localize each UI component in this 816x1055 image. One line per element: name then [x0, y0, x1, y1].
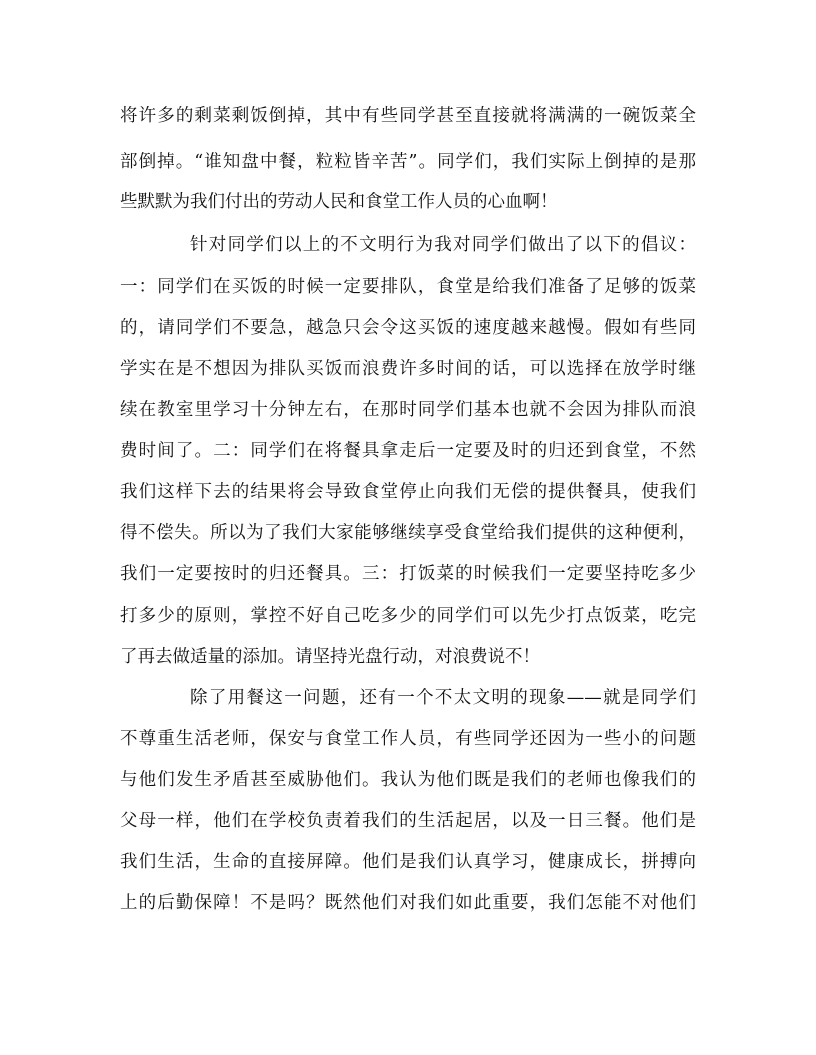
text-line: 了再去做适量的添加。请坚持光盘行动，对浪费说不！: [120, 647, 540, 667]
text-line: 费时间了。二：同学们在将餐具拿走后一定要及时的归还到食堂，不然: [120, 441, 696, 461]
text-line: 我们一定要按时的归还餐具。三：打饭菜的时候我们一定要坚持吃多少: [120, 564, 696, 584]
text-line: 父母一样，他们在学校负责着我们的生活起居，以及一日三餐。他们是: [120, 811, 696, 831]
text-line: 部倒掉。“谁知盘中餐，粒粒皆辛苦”。同学们，我们实际上倒掉的是那: [120, 152, 696, 172]
text-line: 的，请同学们不要急，越急只会令这买饭的速度越来越慢。假如有些同: [120, 318, 696, 338]
paragraph-start-line: 除了用餐这一问题，还有一个不太文明的现象——就是同学们: [190, 688, 696, 708]
paragraph-start-line: 针对同学们以上的不文明行为我对同学们做出了以下的倡议：: [190, 235, 696, 255]
text-line: 续在教室里学习十分钟左右，在那时同学们基本也就不会因为排队而浪: [120, 400, 696, 420]
text-line: 将许多的剩菜剩饭倒掉，其中有些同学甚至直接就将满满的一碗饭菜全: [120, 106, 696, 126]
text-line: 我们生活，生命的直接屏障。他们是我们认真学习，健康成长，拼搏向: [120, 852, 696, 872]
text-line: 打多少的原则，掌控不好自己吃多少的同学们可以先少打点饭菜，吃完: [120, 606, 696, 626]
text-line: 不尊重生活老师，保安与食堂工作人员，有些同学还因为一些小的问题: [120, 729, 696, 749]
text-line: 我们这样下去的结果将会导致食堂停止向我们无偿的提供餐具，使我们: [120, 482, 696, 502]
text-line: 一：同学们在买饭的时候一定要排队，食堂是给我们准备了足够的饭菜: [120, 277, 696, 297]
text-line: 学实在是不想因为排队买饭而浪费许多时间的话，可以选择在放学时继: [120, 359, 696, 379]
text-line: 得不偿失。所以为了我们大家能够继续享受食堂给我们提供的这种便利，: [120, 523, 696, 543]
text-line: 些默默为我们付出的劳动人民和食堂工作人员的心血啊！: [120, 192, 558, 212]
text-line: 与他们发生矛盾甚至威胁他们。我认为他们既是我们的老师也像我们的: [120, 770, 696, 790]
text-line: 上的后勤保障！不是吗？既然他们对我们如此重要，我们怎能不对他们: [120, 893, 696, 913]
